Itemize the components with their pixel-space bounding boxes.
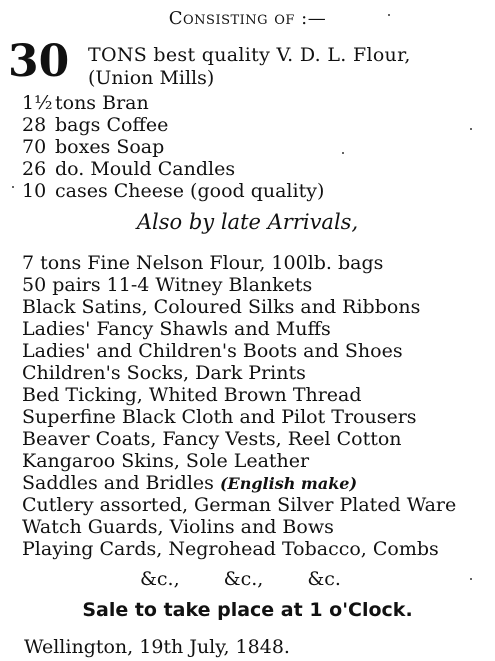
sale-notice: Sale to take place at 1 o'Clock. (82, 599, 413, 621)
item-text: do. Mould Candles (55, 158, 236, 180)
place-date-line: Wellington, 19th July, 1848. (24, 636, 290, 658)
print-speck (388, 14, 390, 16)
list-item: Playing Cards, Negrohead Tobacco, Combs (22, 538, 439, 560)
list-item: Ladies' and Children's Boots and Shoes (22, 340, 403, 362)
arrivals-list (22, 252, 456, 560)
item-qty: 70 (22, 136, 47, 158)
list-item: 7 tons Fine Nelson Flour, 100lb. bags (22, 252, 384, 274)
item-text: boxes Soap (55, 136, 165, 158)
lead-line-2: (Union Mills) (88, 67, 215, 89)
item-text: cases Cheese (good quality) (55, 180, 325, 202)
list-item: Beaver Coats, Fancy Vests, Reel Cotton (22, 428, 402, 450)
print-speck (470, 578, 472, 580)
item-qty: 10 (22, 180, 47, 202)
item-text: bags Coffee (55, 114, 169, 136)
list-item: Bed Ticking, Whited Brown Thread (22, 384, 362, 406)
print-speck (470, 128, 472, 130)
list-item (22, 114, 324, 136)
list-item (22, 92, 324, 114)
late-arrivals-heading: Also by late Arrivals, (136, 210, 359, 234)
list-item: Cutlery assorted, German Silver Plated Ware (22, 494, 457, 516)
etcetera-line: &c., &c., &c. (140, 568, 341, 590)
print-speck (12, 186, 14, 188)
lead-quantity: 30 (8, 36, 70, 87)
list-item: Black Satins, Coloured Silks and Ribbons (22, 296, 421, 318)
list-item: Kangaroo Skins, Sole Leather (22, 450, 310, 472)
list-item: 50 pairs 11-4 Witney Blankets (22, 274, 313, 296)
list-item: Children's Socks, Dark Prints (22, 362, 306, 384)
consisting-heading: Consisting of :— (168, 8, 327, 29)
goods-list (22, 92, 324, 202)
item-qty: 1½ (22, 92, 53, 114)
list-item (22, 180, 324, 202)
list-item: Watch Guards, Violins and Bows (22, 516, 334, 538)
item-qty: 28 (22, 114, 47, 136)
list-item (22, 472, 456, 494)
list-item: Ladies' Fancy Shawls and Muffs (22, 318, 331, 340)
saddles-note: (English make) (219, 474, 358, 493)
lead-line-1: TONS best quality V. D. L. Flour, (88, 44, 411, 66)
item-qty: 26 (22, 158, 47, 180)
list-item (22, 136, 324, 158)
list-item (22, 158, 324, 180)
item-text: tons Bran (55, 92, 149, 114)
print-speck (342, 152, 344, 154)
saddles-text: Saddles and Bridles (22, 472, 214, 494)
list-item: Superfine Black Cloth and Pilot Trousers (22, 406, 417, 428)
